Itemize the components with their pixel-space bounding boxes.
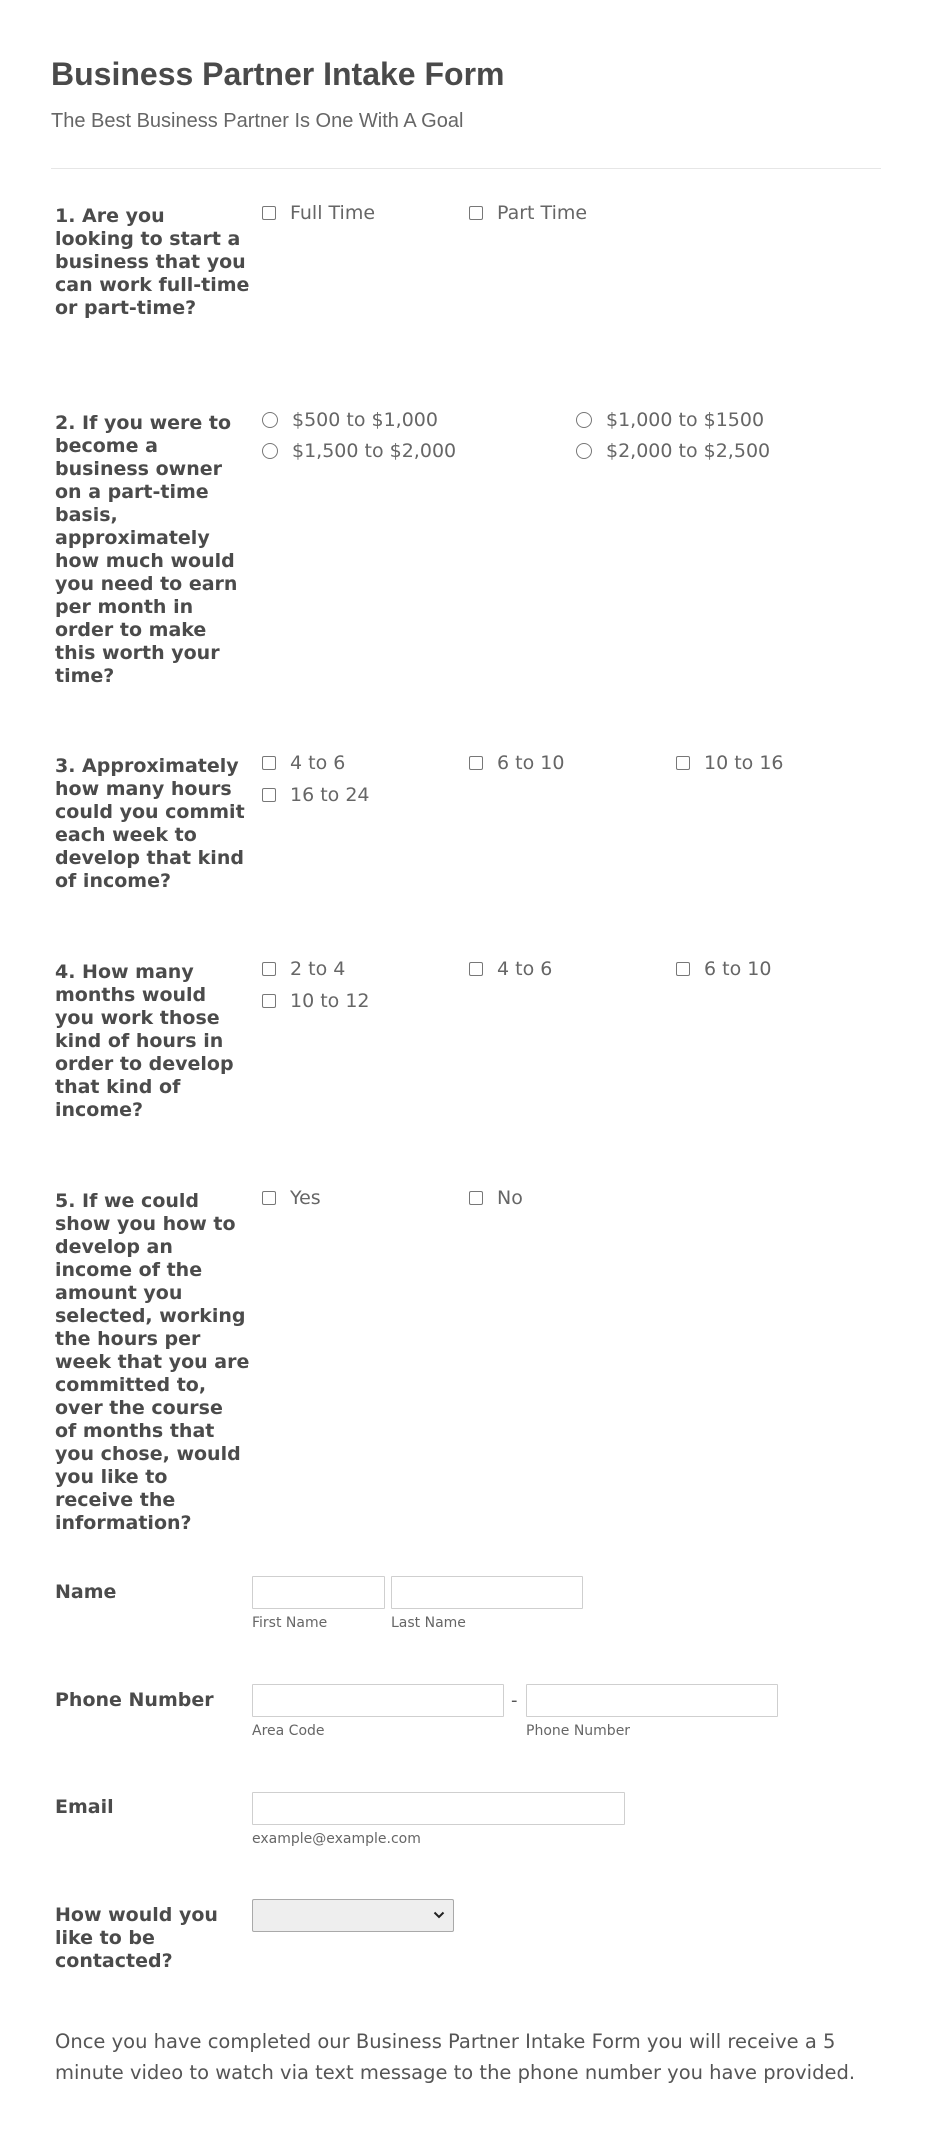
checkbox-icon[interactable] bbox=[469, 1191, 483, 1205]
checkbox-icon[interactable] bbox=[469, 756, 483, 770]
option-label: $2,000 to $2,500 bbox=[606, 440, 771, 462]
q3-option-16-24[interactable] bbox=[262, 783, 370, 807]
option-label: 10 to 12 bbox=[290, 990, 370, 1012]
radio-icon[interactable] bbox=[262, 412, 278, 428]
q4-option-10-12[interactable] bbox=[262, 989, 370, 1013]
q2-option-1500-2000[interactable] bbox=[262, 439, 456, 463]
option-label: 4 to 6 bbox=[497, 958, 553, 980]
q1-option-full-time[interactable] bbox=[262, 201, 375, 225]
checkbox-icon[interactable] bbox=[262, 962, 276, 976]
checkbox-icon[interactable] bbox=[262, 1191, 276, 1205]
checkbox-icon[interactable] bbox=[262, 756, 276, 770]
question-4-label: 4. How many months would you work those kind of hours in order to develop that kind of income? bbox=[55, 961, 234, 1121]
option-label: 6 to 10 bbox=[704, 958, 772, 980]
last-name-sublabel: Last Name bbox=[391, 1615, 466, 1631]
contact-method-select[interactable] bbox=[252, 1899, 454, 1932]
option-label: No bbox=[497, 1187, 523, 1209]
email-label: Email bbox=[55, 1796, 114, 1818]
q4-option-4-6[interactable] bbox=[469, 957, 552, 981]
q3-option-10-16[interactable] bbox=[676, 751, 784, 775]
checkbox-icon[interactable] bbox=[676, 756, 690, 770]
q2-option-2000-2500[interactable] bbox=[576, 439, 770, 463]
contact-method-label: How would you like to be contacted? bbox=[55, 1904, 218, 1972]
q1-option-part-time[interactable] bbox=[469, 201, 587, 225]
question-5-label: 5. If we could show you how to develop an income of the amount you selected, working the hours per week that you are committed to, over the course of months that you chose, would you like to receive the information? bbox=[55, 1190, 250, 1534]
question-1-label: 1. Are you looking to start a business that you can work full-time or part-time? bbox=[55, 205, 250, 319]
form-subtitle: The Best Business Partner Is One With A Goal bbox=[51, 110, 464, 132]
phone-separator: - bbox=[511, 1690, 518, 1711]
option-label: $1,500 to $2,000 bbox=[292, 440, 457, 462]
phone-number-label: Phone Number bbox=[55, 1689, 214, 1711]
question-3-label: 3. Approximately how many hours could you commit each week to develop that kind of income? bbox=[55, 755, 245, 892]
q5-option-no[interactable] bbox=[469, 1186, 523, 1210]
option-label: 6 to 10 bbox=[497, 752, 565, 774]
checkbox-icon[interactable] bbox=[262, 994, 276, 1008]
area-code-input[interactable] bbox=[252, 1684, 504, 1717]
q3-option-6-10[interactable] bbox=[469, 751, 564, 775]
radio-icon[interactable] bbox=[262, 443, 278, 459]
first-name-input[interactable] bbox=[252, 1576, 385, 1609]
closing-message: Once you have completed our Business Partner Intake Form you will receive a 5 minute video to watch via text message to the phone number you have provided. bbox=[55, 2030, 856, 2084]
checkbox-icon[interactable] bbox=[676, 962, 690, 976]
last-name-input[interactable] bbox=[391, 1576, 583, 1609]
header-divider bbox=[51, 168, 881, 169]
area-code-sublabel: Area Code bbox=[252, 1723, 325, 1739]
checkbox-icon[interactable] bbox=[469, 206, 483, 220]
form-title: Business Partner Intake Form bbox=[51, 56, 505, 92]
q3-option-4-6[interactable] bbox=[262, 751, 345, 775]
option-label: Part Time bbox=[497, 202, 588, 224]
email-input[interactable] bbox=[252, 1792, 625, 1825]
option-label: Full Time bbox=[290, 202, 376, 224]
chevron-down-icon bbox=[433, 1909, 445, 1921]
email-sublabel: example@example.com bbox=[252, 1831, 421, 1847]
q4-option-6-10[interactable] bbox=[676, 957, 771, 981]
q4-option-2-4[interactable] bbox=[262, 957, 345, 981]
option-label: 10 to 16 bbox=[704, 752, 784, 774]
option-label: 16 to 24 bbox=[290, 784, 370, 806]
first-name-sublabel: First Name bbox=[252, 1615, 328, 1631]
phone-number-input[interactable] bbox=[526, 1684, 778, 1717]
name-label: Name bbox=[55, 1581, 117, 1603]
checkbox-icon[interactable] bbox=[469, 962, 483, 976]
q5-option-yes[interactable] bbox=[262, 1186, 321, 1210]
option-label: 4 to 6 bbox=[290, 752, 346, 774]
question-2-label: 2. If you were to become a business owner on a part-time basis, approximately how much would you need to earn per month in order to make this worth your time? bbox=[55, 412, 238, 687]
phone-number-sublabel: Phone Number bbox=[526, 1723, 631, 1739]
checkbox-icon[interactable] bbox=[262, 788, 276, 802]
q2-option-500-1000[interactable] bbox=[262, 408, 438, 432]
option-label: 2 to 4 bbox=[290, 958, 346, 980]
q2-option-1000-1500[interactable] bbox=[576, 408, 764, 432]
option-label: $500 to $1,000 bbox=[292, 409, 438, 431]
option-label: $1,000 to $1500 bbox=[606, 409, 765, 431]
option-label: Yes bbox=[290, 1187, 321, 1209]
checkbox-icon[interactable] bbox=[262, 206, 276, 220]
radio-icon[interactable] bbox=[576, 443, 592, 459]
radio-icon[interactable] bbox=[576, 412, 592, 428]
